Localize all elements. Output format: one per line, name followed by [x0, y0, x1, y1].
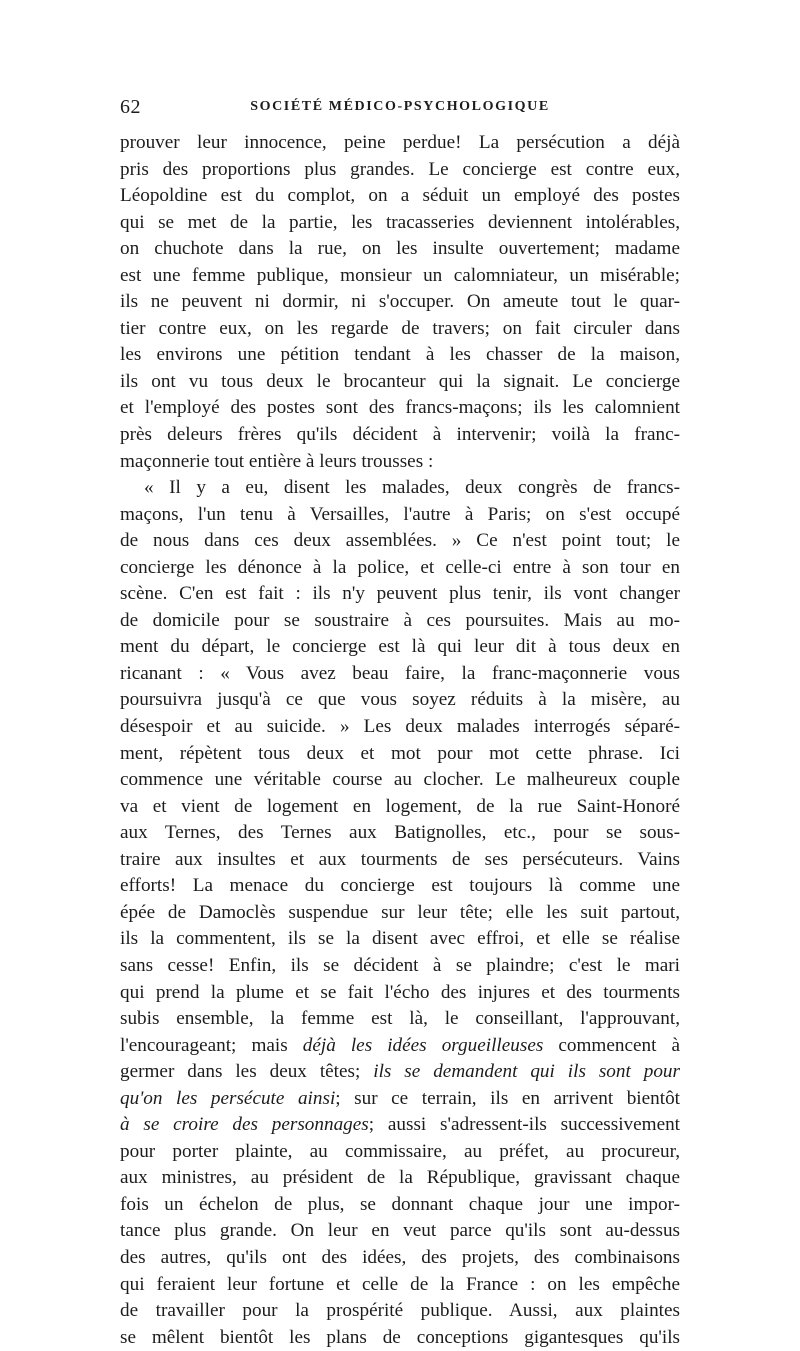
text-segment: pris des proportions plus grandes. Le concierge est contre eux,: [120, 158, 680, 180]
text-segment: près deleurs frères qu'ils décident à intervenir; voilà la franc-: [120, 424, 680, 446]
text-line: [120, 1298, 680, 1325]
text-line: [120, 1325, 680, 1351]
text-segment: qui feraient leur fortune et celle de la France : on les empêche: [120, 1273, 680, 1295]
text-segment: subis ensemble, la femme est là, le conseillant, l'approuvant,: [120, 1008, 680, 1030]
text-segment: maçonnerie tout entière à leurs trousses :: [120, 450, 434, 472]
text-line: [120, 634, 680, 661]
text-line: [120, 1272, 680, 1299]
text-segment: se mêlent bientôt les plans de conceptions gigantesques qu'ils: [120, 1326, 680, 1348]
text-segment: ; sur ce terrain, ils en arrivent bientôt: [335, 1087, 680, 1109]
text-segment: ment, répètent tous deux et mot pour mot cette phrase. Ici: [120, 742, 680, 764]
text-segment: qui prend la plume et se fait l'écho des injures et des tourments: [120, 981, 680, 1003]
italic-text-segment: ils se demandent qui ils sont pour: [373, 1061, 680, 1083]
text-line: [120, 608, 680, 635]
text-line: [120, 794, 680, 821]
text-segment: sans cesse! Enfin, ils se décident à se plaindre; c'est le mari: [120, 954, 680, 976]
text-line: [120, 847, 680, 874]
text-line: [120, 1165, 680, 1192]
text-line: [120, 395, 680, 422]
text-segment: commence une véritable course au clocher. Le malheureux couple: [120, 769, 680, 791]
text-line: [120, 263, 680, 290]
text-segment: de travailler pour la prospérité publique. Aussi, aux plaintes: [120, 1300, 680, 1322]
text-line: [120, 1086, 680, 1113]
text-segment: ils ne peuvent ni dormir, ni s'occuper. On ameute tout le quar-: [120, 291, 680, 313]
text-segment: poursuivra jusqu'à ce que vous soyez réduits à la misère, au: [120, 689, 680, 711]
text-line: [120, 741, 680, 768]
text-segment: de nous dans ces deux assemblées. » Ce n'est point tout; le: [120, 530, 680, 552]
text-line: [120, 210, 680, 237]
text-line: [120, 157, 680, 184]
text-segment: on chuchote dans la rue, on les insulte ouvertement; madame: [120, 238, 680, 260]
text-line: [120, 1006, 680, 1033]
text-segment: « Il y a eu, disent les malades, deux congrès de francs-: [144, 477, 680, 499]
text-line: [120, 1192, 680, 1219]
text-line: [120, 1112, 680, 1139]
text-line: [120, 183, 680, 210]
text-segment: l'encourageant; mais: [120, 1034, 303, 1056]
italic-text-segment: déjà les idées orgueilleuses: [302, 1034, 544, 1056]
text-line: [120, 687, 680, 714]
text-segment: commencent à: [543, 1034, 680, 1056]
text-line: [120, 873, 680, 900]
text-segment: tier contre eux, on les regarde de travers; on fait circuler dans: [120, 317, 680, 339]
text-line: [120, 1245, 680, 1272]
text-segment: maçons, l'un tenu à Versailles, l'autre à Paris; on s'est occupé: [120, 503, 680, 525]
text-line: [120, 289, 680, 316]
text-segment: de domicile pour se soustraire à ces poursuites. Mais au mo-: [120, 609, 680, 631]
text-segment: aux Ternes, des Ternes aux Batignolles, etc., pour se sous-: [120, 822, 680, 844]
text-line: [120, 1033, 680, 1060]
text-line: [120, 1139, 680, 1166]
text-line: [120, 236, 680, 263]
italic-text-segment: qu'on les persécute ainsi: [120, 1087, 336, 1109]
text-segment: scène. C'en est fait : ils n'y peuvent plus tenir, ils vont changer: [120, 583, 680, 605]
text-segment: ils la commentent, ils se la disent avec effroi, et elle se réalise: [120, 928, 680, 950]
text-line: [120, 369, 680, 396]
text-line: [120, 767, 680, 794]
text-line: [120, 1218, 680, 1245]
text-line: [120, 980, 680, 1007]
page-number: 62: [120, 96, 141, 118]
text-line: [120, 422, 680, 449]
italic-text-segment: à se croire des personnages: [120, 1114, 369, 1136]
text-segment: qui se met de la partie, les tracasseries deviennent intolérables,: [120, 211, 680, 233]
text-segment: pour porter plainte, au commissaire, au préfet, au procureur,: [120, 1140, 680, 1162]
running-title: SOCIÉTÉ MÉDICO-PSYCHOLOGIQUE: [250, 99, 550, 114]
text-segment: est une femme publique, monsieur un calomniateur, un misérable;: [120, 264, 680, 286]
text-line: [120, 475, 680, 502]
text-segment: traire aux insultes et aux tourments de ses persécuteurs. Vains: [120, 848, 680, 870]
text-segment: ricanant : « Vous avez beau faire, la franc-maçonnerie vous: [120, 662, 680, 684]
text-line: [120, 502, 680, 529]
text-line: [120, 661, 680, 688]
text-segment: ils ont vu tous deux le brocanteur qui la signait. Le concierge: [120, 370, 680, 392]
text-line: [120, 926, 680, 953]
text-segment: et l'employé des postes sont des francs-maçons; ils les calomnient: [120, 397, 680, 419]
text-segment: ment du départ, le concierge est là qui leur dit à tous deux en: [120, 636, 680, 658]
page-header: [120, 96, 680, 124]
text-segment: germer dans les deux têtes;: [120, 1061, 374, 1083]
text-segment: va et vient de logement en logement, de la rue Saint-Honoré: [120, 795, 680, 817]
text-line: [120, 1059, 680, 1086]
text-line: [120, 820, 680, 847]
text-line: [120, 555, 680, 582]
text-segment: prouver leur innocence, peine perdue! La persécution a déjà: [120, 132, 680, 153]
text-segment: épée de Damoclès suspendue sur leur tête; elle les suit partout,: [120, 901, 680, 923]
text-segment: fois un échelon de plus, se donnant chaque jour une impor-: [120, 1193, 680, 1215]
text-line: [120, 581, 680, 608]
text-segment: désespoir et au suicide. » Les deux malades interrogés séparé-: [120, 716, 680, 738]
text-segment: ; aussi s'adressent-ils successivement: [368, 1114, 681, 1136]
text-line: [120, 342, 680, 369]
text-segment: tance plus grande. On leur en veut parce qu'ils sont au-dessus: [120, 1220, 680, 1242]
text-segment: efforts! La menace du concierge est toujours là comme une: [120, 875, 680, 897]
text-line: [120, 316, 680, 343]
text-line: [120, 953, 680, 980]
text-segment: les environs une pétition tendant à les chasser de la maison,: [120, 344, 680, 366]
text-segment: concierge les dénonce à la police, et celle-ci entre à son tour en: [120, 556, 680, 578]
text-line: [120, 130, 680, 157]
text-line: [120, 714, 680, 741]
text-line: [120, 449, 680, 476]
text-segment: Léopoldine est du complot, on a séduit un employé des postes: [120, 185, 680, 207]
text-segment: aux ministres, au président de la République, gravissant chaque: [120, 1167, 680, 1189]
text-segment: des autres, qu'ils ont des idées, des projets, des combinaisons: [120, 1246, 680, 1268]
body-text: [120, 130, 680, 1351]
text-line: [120, 900, 680, 927]
text-line: [120, 528, 680, 555]
